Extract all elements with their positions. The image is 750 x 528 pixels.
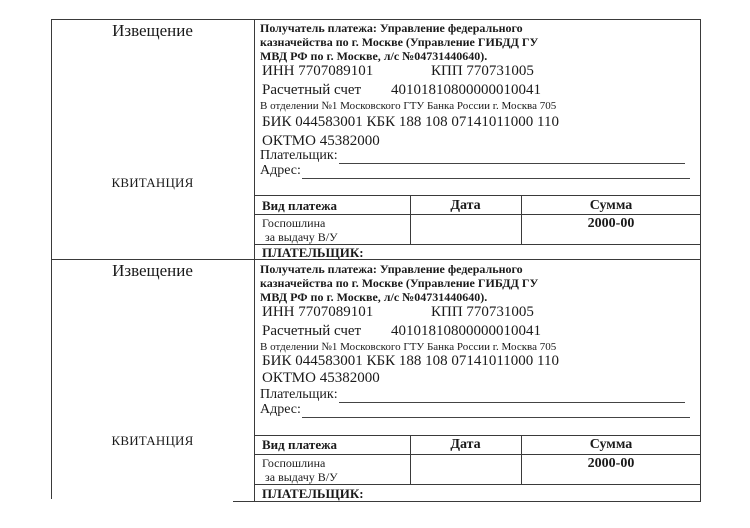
- bank-details: В отделении №1 Московского ГТУ Банка России г. Москва 705: [260, 100, 557, 112]
- table-row-line: [254, 484, 701, 485]
- recipient-line-3: МВД РФ по г. Москве, л/с №04731440640).: [260, 290, 488, 304]
- account-value: 40101810800000010041: [391, 82, 541, 98]
- table-top-line: [254, 435, 701, 436]
- header-payment-type: Вид платежа: [262, 198, 338, 213]
- payer-field[interactable]: [260, 387, 685, 403]
- header-payment-type: Вид платежа: [262, 437, 338, 452]
- recipient-line-2: казначейства по г. Москве (Управление ГИБДД ГУ: [260, 276, 539, 290]
- column-divider: [254, 19, 255, 501]
- payer-label: Плательщик:: [260, 148, 338, 163]
- receipt-separator: [51, 259, 701, 260]
- kpp: КПП 770731005: [431, 304, 534, 320]
- payer-field[interactable]: [260, 148, 685, 164]
- oktmo: ОКТМО 45382000: [262, 133, 380, 149]
- recipient-line-2: казначейства по г. Москве (Управление ГИБДД ГУ: [260, 35, 539, 49]
- account-value: 40101810800000010041: [391, 323, 541, 339]
- kpp: КПП 770731005: [431, 63, 534, 79]
- address-blank-line[interactable]: [302, 405, 690, 418]
- date-cell[interactable]: [412, 216, 519, 242]
- notice-title: Извещение: [112, 21, 193, 40]
- amount-value: 2000-00: [587, 216, 635, 231]
- top-border: [51, 19, 701, 20]
- header-amount: Сумма: [589, 198, 633, 213]
- payment-type-line-1: Госпошлина: [262, 456, 326, 470]
- notice-title: Извещение: [112, 261, 193, 280]
- payment-type-line-1: Госпошлина: [262, 216, 326, 230]
- payer-label: Плательщик:: [260, 387, 338, 402]
- right-border: [700, 19, 701, 501]
- address-blank-line[interactable]: [302, 166, 690, 179]
- receipt-title: КВИТАНЦИЯ: [111, 175, 194, 190]
- payment-type-line-2: за выдачу В/У: [262, 230, 338, 244]
- receipt-title: КВИТАНЦИЯ: [111, 433, 194, 448]
- table-header-line: [254, 454, 701, 455]
- inn: ИНН 7707089101: [262, 304, 374, 320]
- oktmo: ОКТМО 45382000: [262, 370, 380, 386]
- recipient-line-1: Получатель платежа: Управление федерального: [260, 262, 523, 276]
- address-field[interactable]: [260, 163, 690, 179]
- date-cell[interactable]: [412, 456, 519, 482]
- bank-details: В отделении №1 Московского ГТУ Банка России г. Москва 705: [260, 341, 557, 353]
- account-label: Расчетный счет: [262, 82, 362, 98]
- header-date: Дата: [450, 198, 481, 213]
- bik-kbk: БИК 044583001 КБК 188 108 07141011000 110: [262, 114, 559, 130]
- payer-signature-label: ПЛАТЕЛЬЩИК:: [262, 486, 364, 501]
- address-label: Адрес:: [260, 402, 301, 417]
- account-label: Расчетный счет: [262, 323, 362, 339]
- recipient-line-3: МВД РФ по г. Москве, л/с №04731440640).: [260, 49, 488, 63]
- header-date: Дата: [450, 437, 481, 452]
- bik-kbk: БИК 044583001 КБК 188 108 07141011000 110: [262, 353, 559, 369]
- inn: ИНН 7707089101: [262, 63, 374, 79]
- payer-signature-label: ПЛАТЕЛЬЩИК:: [262, 245, 364, 260]
- amount-value: 2000-00: [587, 456, 635, 471]
- payment-type-line-2: за выдачу В/У: [262, 470, 338, 484]
- recipient-line-1: Получатель платежа: Управление федерального: [260, 21, 523, 35]
- header-amount: Сумма: [589, 437, 633, 452]
- table-top-line: [254, 195, 701, 196]
- table-header-line: [254, 214, 701, 215]
- address-label: Адрес:: [260, 163, 301, 178]
- address-field[interactable]: [260, 402, 690, 418]
